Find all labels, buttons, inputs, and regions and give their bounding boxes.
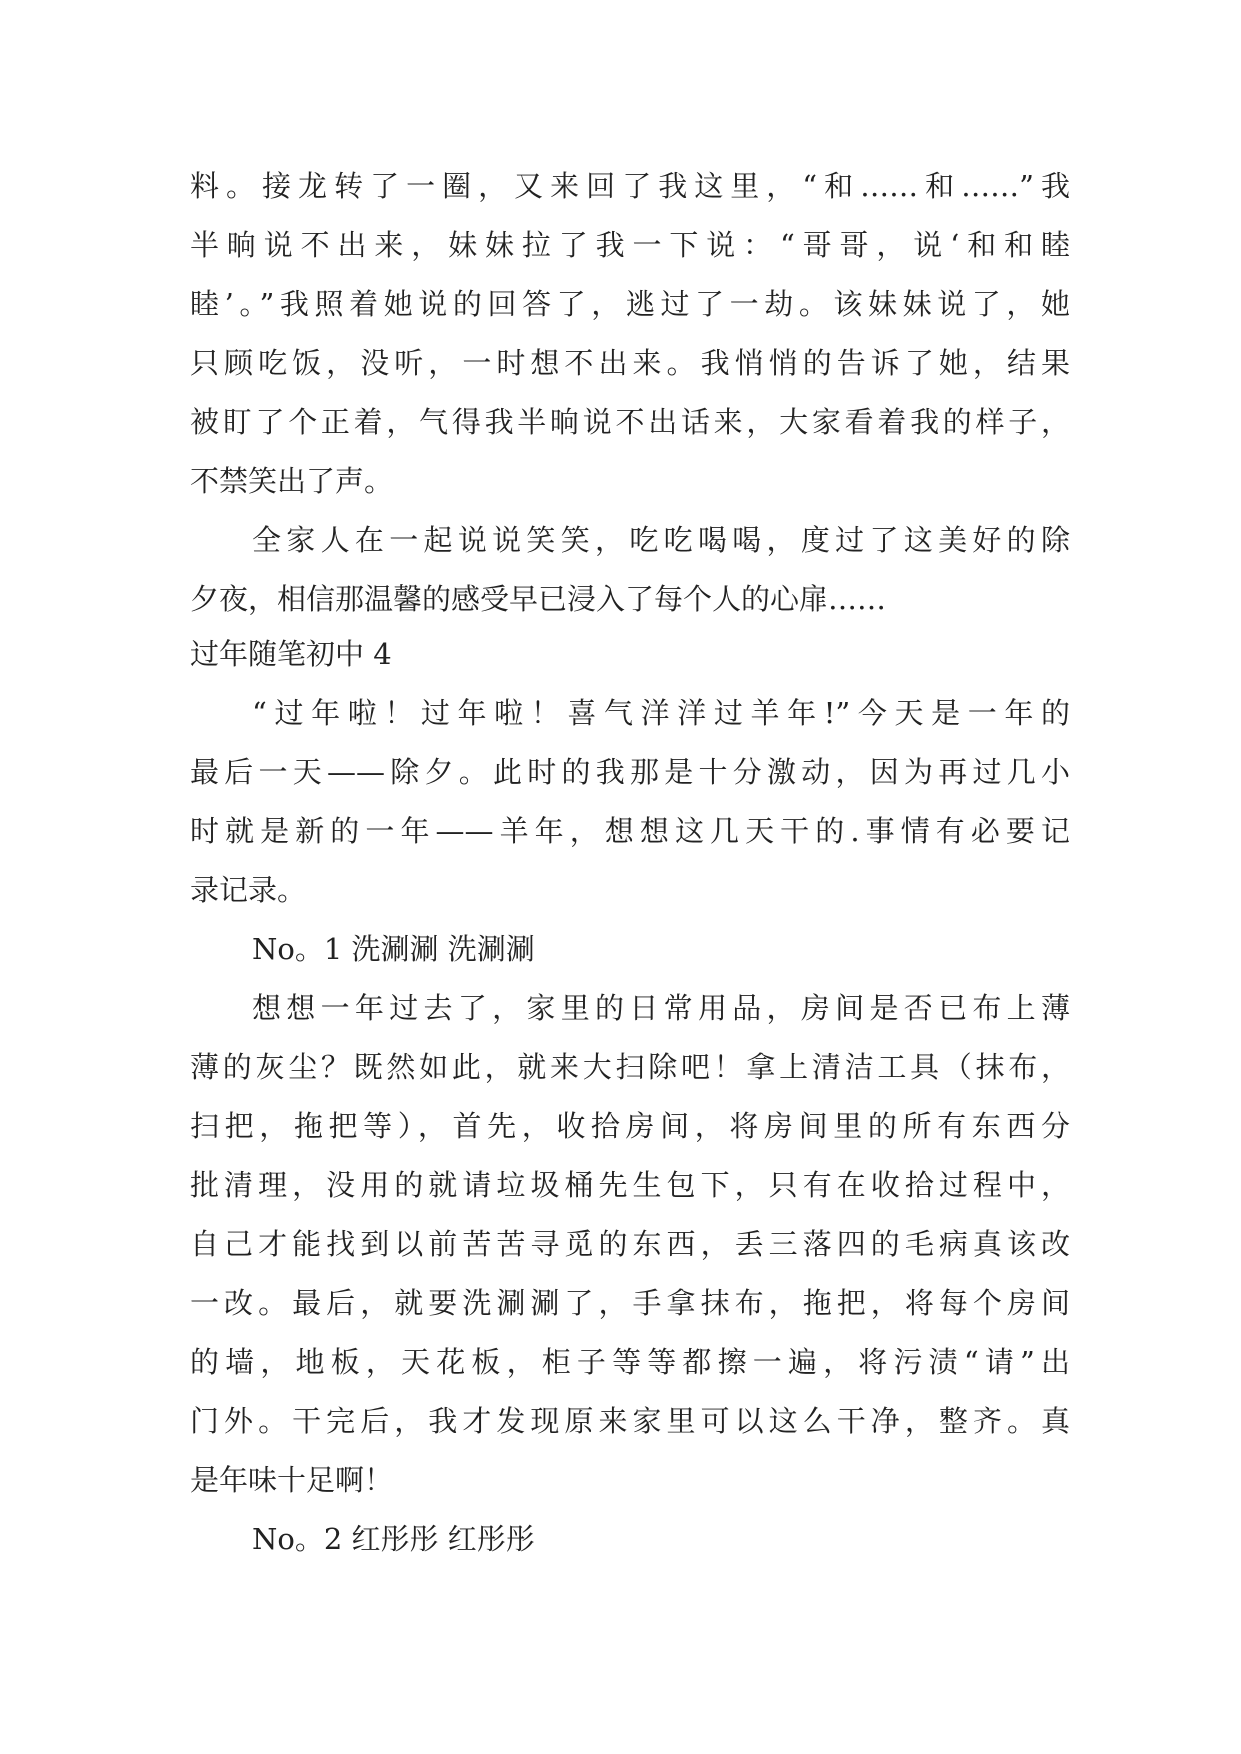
text-line: 薄的灰尘？既然如此，就来大扫除吧！拿上清洁工具（抹布，: [190, 1050, 1070, 1084]
text-line: 一改。最后，就要洗涮涮了，手拿抹布，拖把，将每个房间: [190, 1286, 1070, 1320]
text-line: 录记录。: [190, 873, 307, 907]
text-line: 扫把，拖把等），首先，收拾房间，将房间里的所有东西分: [190, 1109, 1070, 1143]
text-line: 只顾吃饭，没听，一时想不出来。我悄悄的告诉了她，结果: [190, 346, 1070, 380]
text-line: 睦’。”我照着她说的回答了，逃过了一劫。该妹妹说了，她: [190, 287, 1070, 321]
subheading: No。2 红彤彤 红彤彤: [252, 1522, 535, 1556]
text-line: 全家人在一起说说笑笑，吃吃喝喝，度过了这美好的除: [252, 523, 1070, 557]
text-line: 想想一年过去了，家里的日常用品，房间是否已布上薄: [252, 991, 1070, 1025]
text-line: 被盯了个正着，气得我半晌说不出话来，大家看着我的样子，: [190, 405, 1070, 439]
text-line: 是年味十足啊！: [190, 1463, 394, 1497]
text-line: 时就是新的一年——羊年，想想这几天干的.事情有必要记: [190, 814, 1070, 848]
section-heading: 过年随笔初中 4: [190, 637, 392, 671]
text-line: 的墙，地板，天花板，柜子等等都擦一遍，将污渍“请”出: [190, 1345, 1070, 1379]
text-line: 不禁笑出了声。: [190, 464, 394, 498]
text-line: 自己才能找到以前苦苦寻觅的东西，丢三落四的毛病真该改: [190, 1227, 1070, 1261]
subheading: No。1 洗涮涮 洗涮涮: [252, 932, 535, 966]
text-line: “过年啦！过年啦！喜气洋洋过羊年!”今天是一年的: [252, 696, 1070, 730]
text-line: 夕夜，相信那温馨的感受早已浸入了每个人的心扉……: [190, 582, 887, 616]
text-line: 门外。干完后，我才发现原来家里可以这么干净，整齐。真: [190, 1404, 1070, 1438]
text-line: 料。接龙转了一圈，又来回了我这里，“和……和……”我: [190, 169, 1070, 203]
text-line: 最后一天——除夕。此时的我那是十分激动，因为再过几小: [190, 755, 1070, 789]
text-line: 批清理，没用的就请垃圾桶先生包下，只有在收拾过程中，: [190, 1168, 1070, 1202]
text-line: 半晌说不出来，妹妹拉了我一下说：“哥哥，说‘和和睦: [190, 228, 1070, 262]
